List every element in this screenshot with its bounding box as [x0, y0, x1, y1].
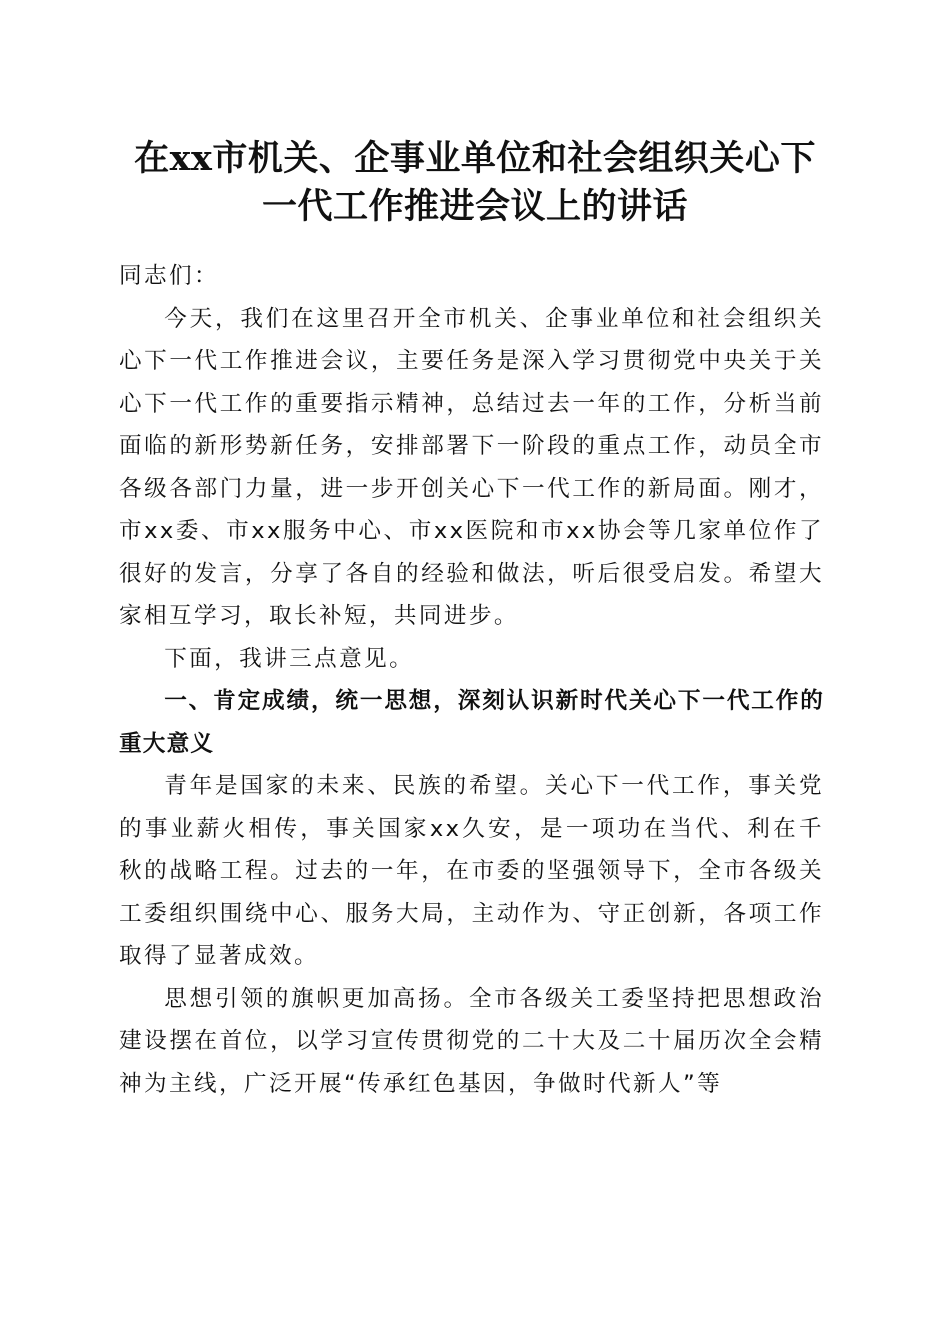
title-line-2: 一代工作推进会议上的讲话: [261, 186, 688, 227]
paragraph-section1-intro: 青年是国家的未来、民族的希望。关心下一代工作，事关党的事业薪火相传，事关国家xx久安，是一项功在当代、利在千秋的战略工程。过去的一年，在市委的坚强领导下，全市各级关工委组织围绕中心、服务大局，主动作为、守正创新，各项工作取得了显著成效。: [119, 773, 824, 969]
paragraph-outline: 下面，我讲三点意见。: [164, 645, 415, 672]
paragraph-opening: 今天，我们在这里召开全市机关、企事业单位和社会组织关心下一代工作推进会议，主要任务是深入学习贯彻党中央关于关心下一代工作的重要指示精神，总结过去一年的工作，分析当前面临的新形势新任务，安排部署下一阶段的重点工作，动员全市各级各部门力量，进一步开创关心下一代工作的新局面。刚才，市xx委、市xx服务中心、市xx医院和市xx协会等几家单位作了很好的发言，分享了各自的经验和做法，听后很受启发。希望大家相互学习，取长补短，共同进步。: [119, 305, 824, 629]
paragraph-section1-ideology: 思想引领的旗帜更加高扬。全市各级关工委坚持把思想政治建设摆在首位，以学习宣传贯彻党的二十大及二十届历次全会精神为主线，广泛开展“传承红色基因，争做时代新人”等: [119, 985, 824, 1097]
section-heading-1: 一、肯定成绩，统一思想，深刻认识新时代关心下一代工作的重大意义: [119, 688, 824, 757]
salutation: 同志们：: [119, 263, 219, 289]
title-line-1: 在xx市机关、企事业单位和社会组织关心下: [134, 138, 816, 179]
document-title: [100, 135, 850, 231]
document-body: [119, 255, 824, 1105]
